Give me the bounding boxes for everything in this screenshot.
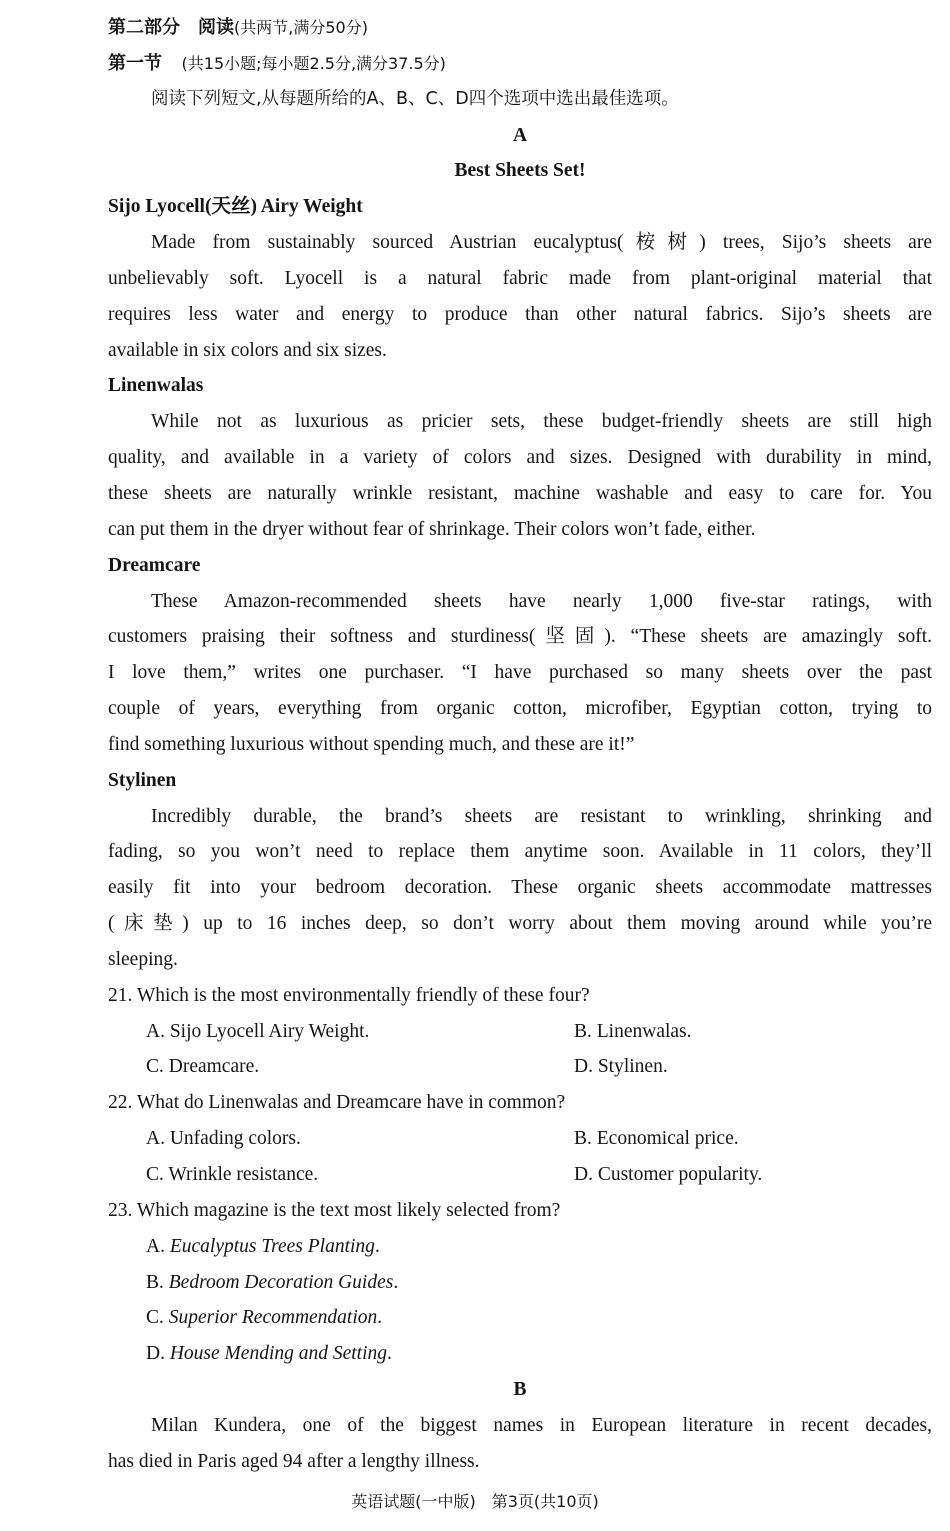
page-footer: 英语试题(一中版) 第3页(共10页) [351, 1492, 599, 1511]
paragraph-line: While not as luxurious as pricier sets, these budget-friendly sheets are still high [151, 411, 932, 433]
paragraph-line: (床垫) up to 16 inches deep, so don’t worry about them moving around while you’re [108, 913, 932, 935]
paragraph-line: unbelievably soft. Lyocell is a natural fabric made from plant-original material that [108, 267, 932, 289]
option: B. Economical price. [574, 1128, 739, 1150]
option: A. Unfading colors. [146, 1128, 301, 1150]
paragraph-line: these sheets are naturally wrinkle resistant, machine washable and easy to care for. You [108, 482, 932, 504]
option: B. Bedroom Decoration Guides. [146, 1271, 399, 1293]
option: C. Superior Recommendation. [146, 1307, 383, 1329]
option-row [108, 1121, 932, 1157]
paragraph-line: customers praising their softness and sturdiness(坚固). “These sheets are amazingly soft. [108, 626, 932, 648]
paragraph-line: has died in Paris aged 94 after a lengthy illness. [108, 1450, 480, 1472]
option: C. Dreamcare. [146, 1056, 260, 1078]
paragraph-line: fading, so you won’t need to replace them anytime soon. Available in 11 colors, they’ll [108, 841, 932, 863]
instruction: 阅读下列短文,从每题所给的A、B、C、D四个选项中选出最佳选项。 [151, 88, 679, 109]
question-stem: 22. What do Linenwalas and Dreamcare have in common? [108, 1092, 566, 1114]
paragraph-line: Incredibly durable, the brand’s sheets are resistant to wrinkling, shrinking and [151, 805, 932, 827]
product-heading: Sijo Lyocell(天丝) Airy Weight [108, 196, 363, 218]
paragraph-line: find something luxurious without spending much, and these are it!” [108, 733, 635, 755]
paragraph-line: easily fit into your bedroom decoration. These organic sheets accommodate mattresses [108, 877, 932, 899]
option-row [108, 1049, 932, 1085]
option: D. Stylinen. [574, 1056, 668, 1078]
magazine-title: House Mending and Setting [169, 1343, 388, 1365]
passage-a-letter: A [512, 124, 528, 146]
magazine-title: Eucalyptus Trees Planting [169, 1235, 375, 1257]
question-stem: 23. Which magazine is the text most likely selected from? [108, 1199, 561, 1221]
paragraph-line: Milan Kundera, one of the biggest names in European literature in recent decades, [151, 1414, 932, 1436]
option: B. Linenwalas. [574, 1020, 692, 1042]
option: A. Sijo Lyocell Airy Weight. [146, 1020, 370, 1042]
paragraph-line: available in six colors and six sizes. [108, 339, 387, 361]
option-row [108, 1014, 932, 1050]
paragraph-line: These Amazon-recommended sheets have nearly 1,000 five-star ratings, with [151, 590, 932, 612]
paragraph-line: I love them,” writes one purchaser. “I have purchased so many sheets over the past [108, 662, 932, 684]
question-stem: 21. Which is the most environmentally friendly of these four? [108, 984, 590, 1006]
paragraph-line: quality, and available in a variety of colors and sizes. Designed with durability in mind, [108, 447, 932, 469]
magazine-title: Superior Recommendation [168, 1307, 378, 1329]
passage-a-title: Best Sheets Set! [454, 160, 586, 182]
option: D. House Mending and Setting. [146, 1343, 392, 1365]
option: C. Wrinkle resistance. [146, 1164, 319, 1185]
paragraph-line: can put them in the dryer without fear of shrinkage. Their colors won’t fade, either. [108, 518, 756, 540]
product-heading: Dreamcare [108, 554, 201, 576]
option: A. Eucalyptus Trees Planting. [146, 1235, 380, 1257]
paragraph-line: sleeping. [108, 948, 178, 970]
paragraph-line: couple of years, everything from organic cotton, microfiber, Egyptian cotton, trying to [108, 698, 932, 720]
product-heading: Stylinen [108, 769, 177, 791]
option-row [108, 1157, 932, 1193]
section-heading: 第一节 (共15小题;每小题2.5分,满分37.5分) [108, 52, 446, 74]
paragraph-line: requires less water and energy to produce than other natural fabrics. Sijo’s sheets are [108, 303, 932, 325]
paragraph-line: Made from sustainably sourced Austrian eucalyptus(桉树) trees, Sijo’s sheets are [151, 232, 932, 254]
part-heading: 第二部分 阅读(共两节,满分50分) [108, 17, 368, 38]
magazine-title: Bedroom Decoration Guides [168, 1271, 394, 1293]
option: D. Customer popularity. [574, 1164, 763, 1185]
passage-b-letter: B [513, 1379, 527, 1401]
exam-page [108, 10, 932, 1480]
product-heading: Linenwalas [108, 375, 204, 397]
